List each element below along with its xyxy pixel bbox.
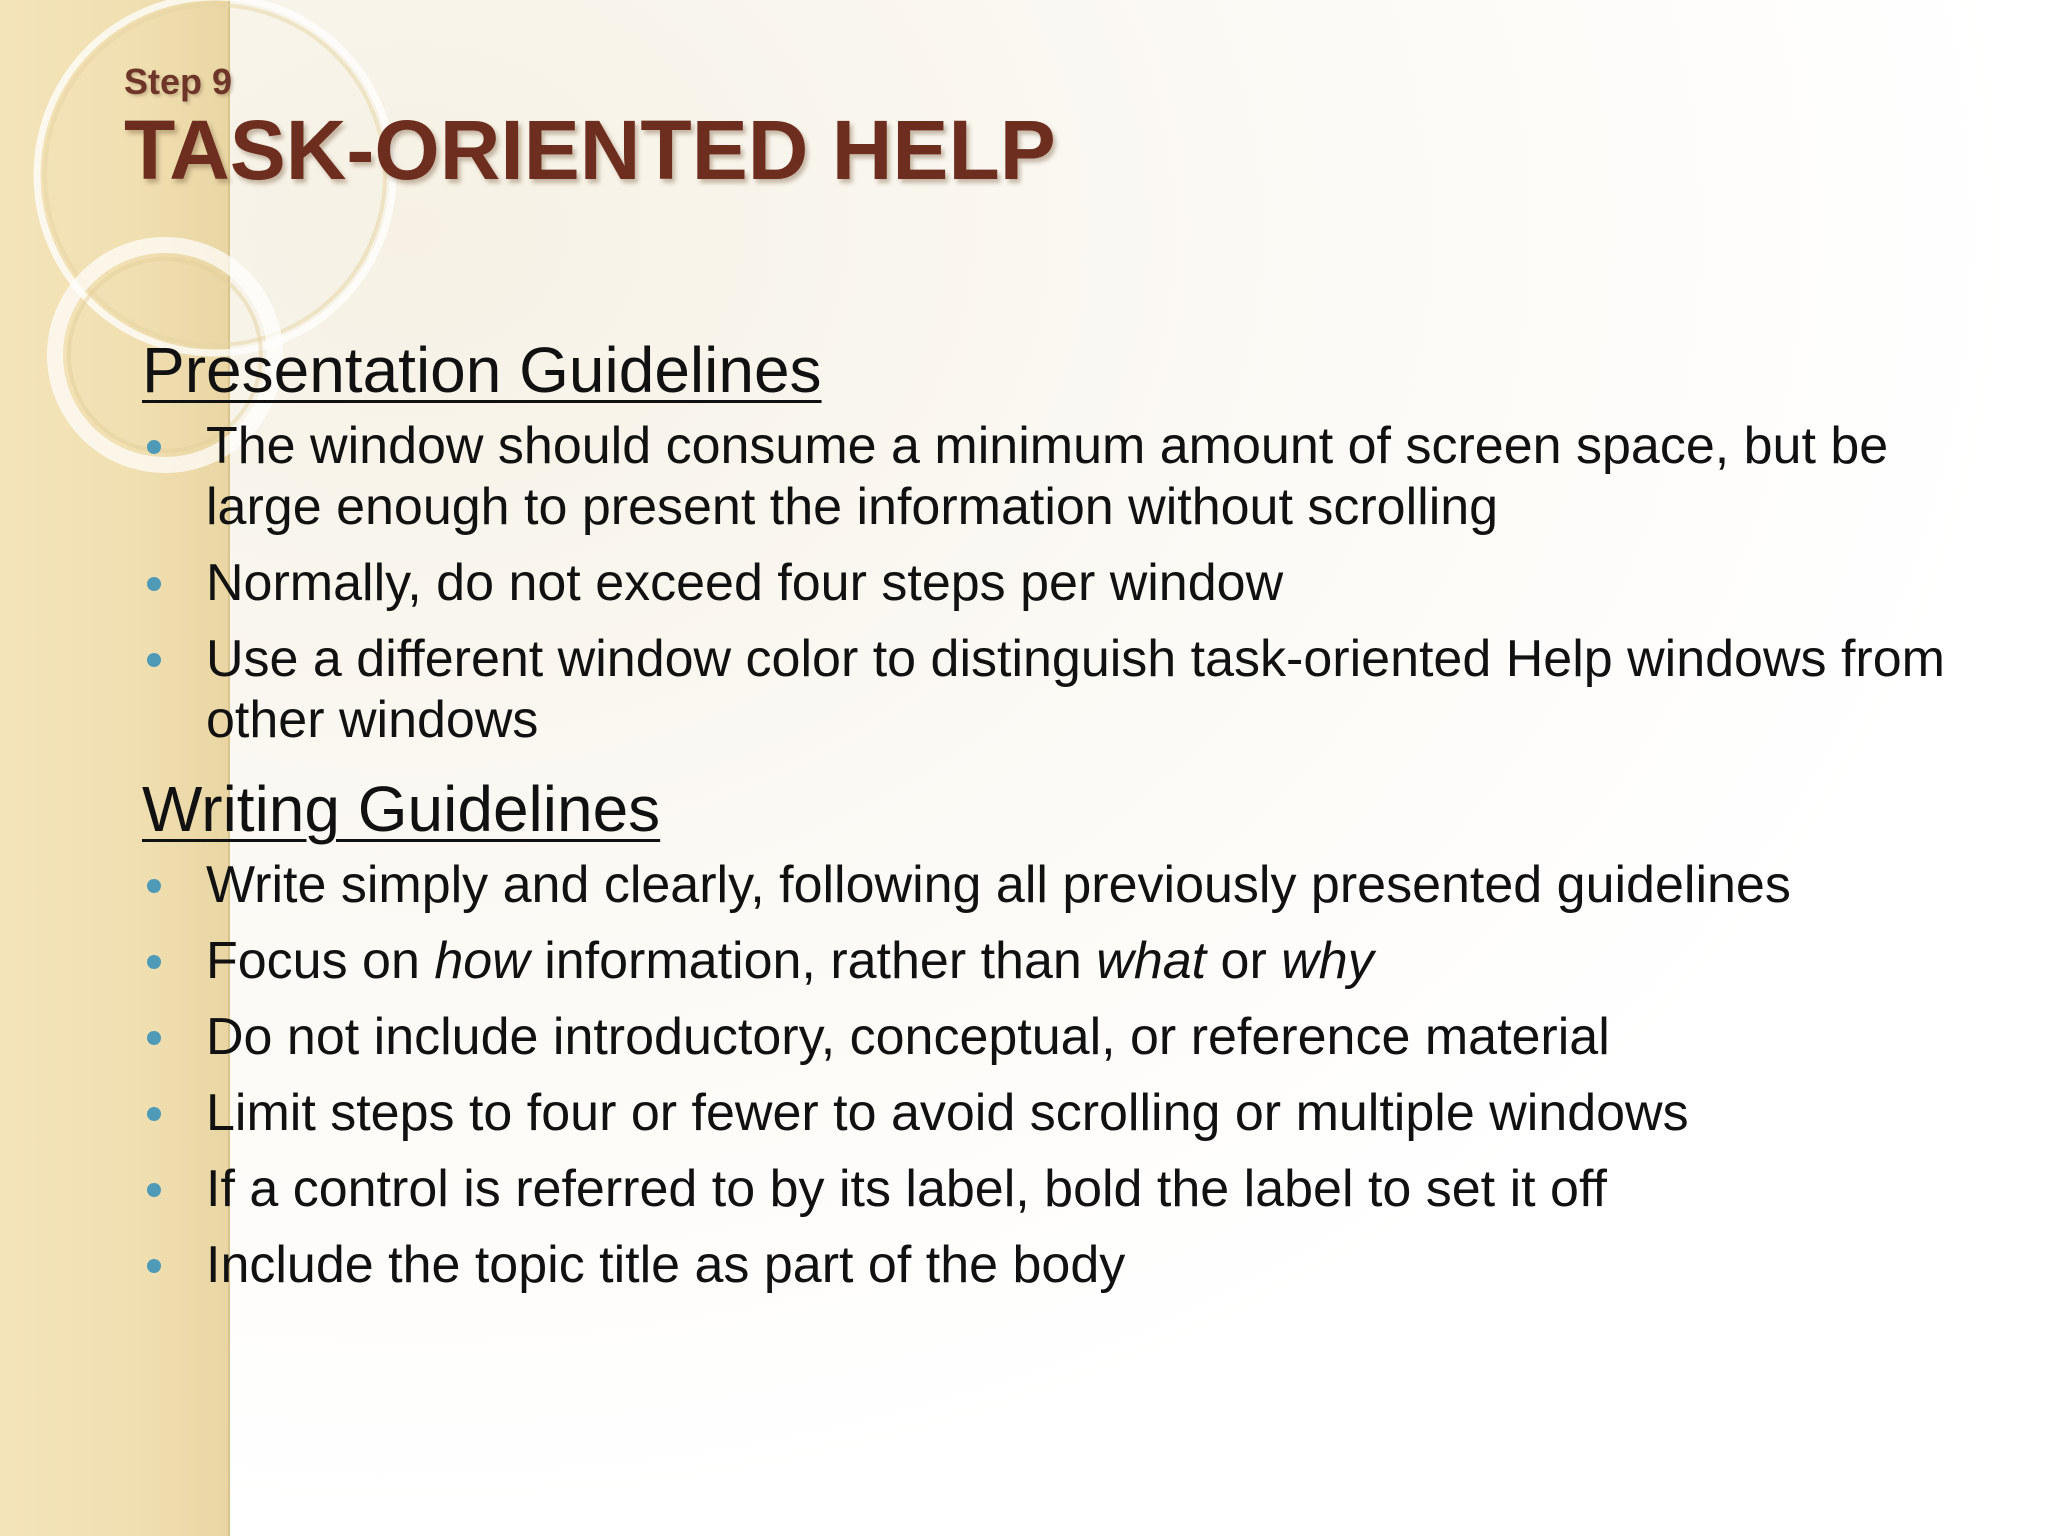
list-item-text: Do not include introductory, conceptual, or reference material	[206, 1008, 1610, 1066]
text-run: or	[1206, 932, 1282, 990]
text-run: Focus on	[206, 932, 435, 990]
slide-content	[142, 330, 1992, 1311]
presentation-guidelines-section	[142, 330, 1992, 751]
list-item	[142, 931, 1992, 992]
section-heading: Presentation Guidelines	[142, 334, 822, 406]
list-item-text: If a control is referred to by its label, bold the label to set it off	[206, 1160, 1607, 1218]
bullet-dot-icon	[147, 1259, 161, 1273]
writing-guidelines-section	[142, 769, 1992, 1296]
bullet-dot-icon	[147, 653, 161, 667]
bullet-dot-icon	[147, 879, 161, 893]
bullet-dot-icon	[147, 1107, 161, 1121]
bullet-dot-icon	[147, 577, 161, 591]
bullet-dot-icon	[147, 440, 161, 454]
list-item-text: Limit steps to four or fewer to avoid scrolling or multiple windows	[206, 1084, 1689, 1142]
bullet-dot-icon	[147, 1031, 161, 1045]
list-item-text: Include the topic title as part of the body	[206, 1236, 1126, 1294]
italic-text-run: why	[1281, 932, 1374, 990]
italic-text-run: what	[1096, 932, 1207, 990]
list-item-text	[206, 932, 1374, 990]
bullet-list	[142, 855, 1992, 1296]
list-item	[142, 629, 1992, 751]
list-item-text: Normally, do not exceed four steps per window	[206, 554, 1284, 612]
list-item	[142, 553, 1992, 614]
text-run: information, rather than	[529, 932, 1097, 990]
step-label: Step 9	[124, 61, 233, 102]
list-item	[142, 1007, 1992, 1068]
list-item	[142, 855, 1992, 916]
bullet-dot-icon	[147, 1183, 161, 1197]
list-item	[142, 1159, 1992, 1220]
slide-header	[124, 60, 1056, 198]
section-heading: Writing Guidelines	[142, 773, 661, 845]
italic-text-run: how	[434, 932, 530, 990]
list-item-text: Use a different window color to distinguish task-oriented Help windows from other windows	[206, 630, 1945, 749]
list-item	[142, 1083, 1992, 1144]
slide-title: TASK-ORIENTED HELP	[124, 103, 1056, 197]
list-item-text: The window should consume a minimum amount of screen space, but be large enough to present the information without scrolling	[206, 417, 1889, 536]
bullet-list	[142, 416, 1992, 751]
list-item-text: Write simply and clearly, following all previously presented guidelines	[206, 856, 1791, 914]
list-item	[142, 416, 1992, 538]
bullet-dot-icon	[147, 955, 161, 969]
list-item	[142, 1235, 1992, 1296]
